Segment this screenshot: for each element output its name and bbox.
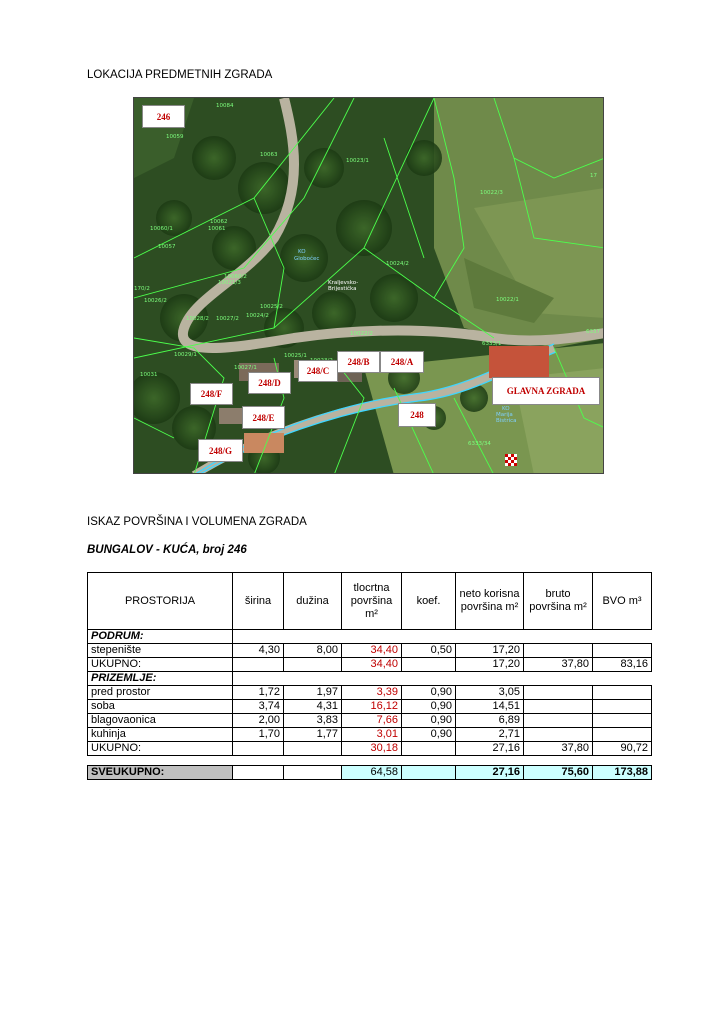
header-coef: koef. — [402, 573, 456, 630]
table-row — [88, 644, 652, 658]
section-row — [88, 630, 652, 644]
cell-coef: 0,90 — [402, 700, 456, 714]
cell-length: 8,00 — [284, 644, 342, 658]
svg-text:Kraljevsko-: Kraljevsko- — [328, 280, 359, 286]
svg-text:10062: 10062 — [210, 219, 228, 225]
label-248g: 248/G — [198, 439, 243, 462]
svg-text:10063: 10063 — [260, 152, 278, 158]
label-246: 246 — [142, 105, 185, 128]
cell-bvo — [593, 700, 652, 714]
svg-text:10027/1: 10027/1 — [234, 365, 257, 371]
subtotal-floor-area: 34,40 — [342, 658, 402, 672]
svg-text:10061: 10061 — [208, 226, 226, 232]
building-subtitle: BUNGALOV - KUĆA, broj 246 — [87, 544, 247, 556]
room-name: blagovaonica — [88, 714, 233, 728]
room-name: kuhinja — [88, 728, 233, 742]
label-248c: 248/C — [298, 360, 338, 382]
cell-gross-area — [524, 714, 593, 728]
table-row — [88, 728, 652, 742]
label-248d: 248/D — [248, 372, 291, 394]
room-name: soba — [88, 700, 233, 714]
svg-text:17: 17 — [590, 173, 597, 179]
cell-gross-area — [524, 700, 593, 714]
svg-text:KO: KO — [298, 249, 306, 255]
subtotal-gross-area: 37,80 — [524, 658, 593, 672]
header-length: dužina — [284, 573, 342, 630]
cell-floor-area: 7,66 — [342, 714, 402, 728]
svg-text:KO: KO — [502, 406, 510, 412]
cell-width: 4,30 — [233, 644, 284, 658]
svg-text:10059: 10059 — [166, 134, 184, 140]
cell-bvo — [593, 644, 652, 658]
svg-text:170/2: 170/2 — [134, 286, 150, 292]
cell-length: 4,31 — [284, 700, 342, 714]
svg-text:10060/2: 10060/2 — [224, 274, 247, 280]
svg-text:10028/2: 10028/2 — [186, 316, 209, 322]
cell-length: 1,97 — [284, 686, 342, 700]
subtotal-net-area: 27,16 — [456, 742, 524, 756]
subtotal-bvo: 83,16 — [593, 658, 652, 672]
label-248f: 248/F — [190, 383, 233, 405]
svg-text:10031: 10031 — [140, 372, 158, 378]
cell-net-area: 6,89 — [456, 714, 524, 728]
header-gross-area: bruto površina m² — [524, 573, 593, 630]
svg-text:10029/1: 10029/1 — [174, 352, 197, 358]
svg-text:10022/3: 10022/3 — [480, 190, 503, 196]
aerial-map-image — [134, 98, 604, 474]
svg-text:Brijestička: Brijestička — [328, 286, 357, 292]
table-row — [88, 714, 652, 728]
cell-coef: 0,50 — [402, 644, 456, 658]
svg-text:Bistrica: Bistrica — [496, 418, 517, 424]
table-header-row — [88, 573, 652, 630]
room-name: pred prostor — [88, 686, 233, 700]
subtotal-floor-area: 30,18 — [342, 742, 402, 756]
table-row — [88, 686, 652, 700]
svg-text:Globočec: Globočec — [294, 256, 320, 262]
cell-floor-area: 16,12 — [342, 700, 402, 714]
header-bvo: BVO m³ — [593, 573, 652, 630]
area-volume-table — [87, 572, 652, 780]
label-glavna-zgrada: GLAVNA ZGRADA — [492, 377, 600, 405]
section-row — [88, 672, 652, 686]
svg-text:10021/3: 10021/3 — [218, 280, 241, 286]
grand-total-net-area: 27,16 — [456, 766, 524, 780]
cell-coef: 0,90 — [402, 728, 456, 742]
cell-gross-area — [524, 686, 593, 700]
grand-total-gross-area: 75,60 — [524, 766, 593, 780]
subtotal-net-area: 17,20 — [456, 658, 524, 672]
header-room: PROSTORIJA — [88, 573, 233, 630]
cell-net-area: 3,05 — [456, 686, 524, 700]
svg-text:6337: 6337 — [586, 329, 600, 335]
section-name: PODRUM: — [88, 630, 233, 644]
svg-text:10022/1: 10022/1 — [496, 297, 519, 303]
svg-text:10022/2: 10022/2 — [350, 331, 373, 337]
svg-text:6333/34: 6333/34 — [468, 441, 491, 447]
cell-floor-area: 34,40 — [342, 644, 402, 658]
section-name: PRIZEMLJE: — [88, 672, 233, 686]
grand-total-bvo: 173,88 — [593, 766, 652, 780]
cell-floor-area: 3,01 — [342, 728, 402, 742]
subtotal-gross-area: 37,80 — [524, 742, 593, 756]
table-row — [88, 700, 652, 714]
label-248: 248 — [398, 403, 436, 427]
table-heading: ISKAZ POVRŠINA I VOLUMENA ZGRADA — [87, 516, 307, 528]
cell-net-area: 14,51 — [456, 700, 524, 714]
grand-total-floor-area: 64,58 — [342, 766, 402, 780]
svg-text:10025/1: 10025/1 — [284, 353, 307, 359]
cell-net-area: 2,71 — [456, 728, 524, 742]
subtotal-row — [88, 658, 652, 672]
cell-length: 1,77 — [284, 728, 342, 742]
cell-length: 3,83 — [284, 714, 342, 728]
cell-coef: 0,90 — [402, 686, 456, 700]
svg-text:10024/2: 10024/2 — [246, 313, 269, 319]
header-width: širina — [233, 573, 284, 630]
svg-text:Marija: Marija — [496, 412, 513, 418]
subtotal-label: UKUPNO: — [88, 658, 233, 672]
label-248b: 248/B — [337, 351, 380, 373]
svg-text:10023/1: 10023/1 — [346, 158, 369, 164]
cell-width: 2,00 — [233, 714, 284, 728]
cell-width: 1,70 — [233, 728, 284, 742]
label-248a: 248/A — [380, 351, 424, 373]
aerial-map — [133, 97, 604, 474]
svg-text:10025/2: 10025/2 — [260, 304, 283, 310]
label-248e: 248/E — [242, 406, 285, 429]
svg-text:10026/2: 10026/2 — [144, 298, 167, 304]
subtotal-row — [88, 742, 652, 756]
svg-text:10024/2: 10024/2 — [386, 261, 409, 267]
cell-gross-area — [524, 728, 593, 742]
room-name: stepenište — [88, 644, 233, 658]
cell-bvo — [593, 686, 652, 700]
location-heading: LOKACIJA PREDMETNIH ZGRADA — [87, 69, 273, 81]
subtotal-bvo: 90,72 — [593, 742, 652, 756]
cell-width: 1,72 — [233, 686, 284, 700]
cell-floor-area: 3,39 — [342, 686, 402, 700]
cell-bvo — [593, 714, 652, 728]
svg-text:10057: 10057 — [158, 244, 176, 250]
cell-gross-area — [524, 644, 593, 658]
cell-coef: 0,90 — [402, 714, 456, 728]
subtotal-label: UKUPNO: — [88, 742, 233, 756]
cell-net-area: 17,20 — [456, 644, 524, 658]
cell-bvo — [593, 728, 652, 742]
grand-total-row — [88, 766, 652, 780]
svg-text:10084: 10084 — [216, 103, 234, 109]
cell-width: 3,74 — [233, 700, 284, 714]
svg-text:10027/2: 10027/2 — [216, 316, 239, 322]
svg-text:6333/1: 6333/1 — [482, 341, 502, 347]
header-net-area: neto korisna površina m² — [456, 573, 524, 630]
header-floor-area: tlocrtna površina m² — [342, 573, 402, 630]
grand-total-label: SVEUKUPNO: — [88, 766, 233, 780]
svg-text:10060/1: 10060/1 — [150, 226, 173, 232]
